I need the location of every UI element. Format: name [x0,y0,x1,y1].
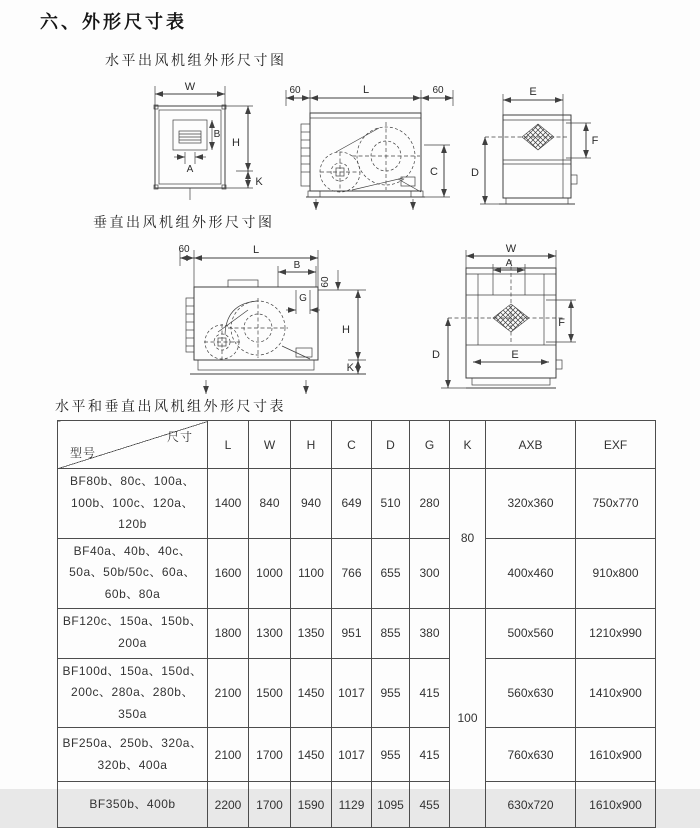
value-cell: 1800 [208,608,249,658]
col-header-w: W [249,421,291,469]
vertical-section-title: 垂直出风机组外形尺寸图 [93,214,275,230]
dim-w-label: W [184,81,196,93]
value-cell: 500x560 [486,608,576,658]
value-cell: 855 [372,608,410,658]
value-cell: 1610x900 [576,728,656,782]
model-cell: BF80b、80c、100a、100b、100c、120a、120b [58,469,208,539]
vertical-front-view-diagram [423,240,588,398]
value-cell: 280 [410,469,450,539]
dim-h-label: H [342,324,350,336]
value-cell: 766 [332,538,372,608]
value-cell: 940 [291,469,332,539]
value-cell: 2100 [208,658,249,728]
value-cell: 1017 [332,728,372,782]
value-cell: 1700 [249,782,291,828]
value-cell: 1600 [208,538,249,608]
corner-label-model: 型号 [70,446,97,460]
value-cell: 1100 [291,538,332,608]
horizontal-side-view-diagram [278,80,463,212]
dim-60-left-label: 60 [289,85,301,96]
model-cell: BF100d、150a、150d、200c、280a、280b、350a [58,658,208,728]
value-cell: 400x460 [486,538,576,608]
value-cell: 560x630 [486,658,576,728]
value-cell: 1129 [332,782,372,828]
value-cell: 1400 [208,469,249,539]
dim-a-label: A [505,258,513,269]
value-cell: 1450 [291,658,332,728]
dimensions-table [57,420,656,828]
dim-b-label: B [293,260,301,271]
value-cell: 955 [372,658,410,728]
table-row [58,658,656,728]
value-cell: 415 [410,728,450,782]
value-cell: 1700 [249,728,291,782]
value-cell: 1000 [249,538,291,608]
col-header-l: L [208,421,249,469]
dim-d-label: D [432,349,440,361]
value-cell: 1410x900 [576,658,656,728]
value-cell: 910x800 [576,538,656,608]
col-header-axb: AXB [486,421,576,469]
value-cell: 2100 [208,728,249,782]
table-row [58,608,656,658]
dim-60-top-label: 60 [320,276,331,288]
table-row [58,782,656,828]
dim-60-left-label: 60 [178,244,190,255]
value-cell: 951 [332,608,372,658]
vertical-side-view-diagram [158,240,373,402]
col-header-exf: EXF [576,421,656,469]
value-cell: 2200 [208,782,249,828]
value-cell: 1350 [291,608,332,658]
value-cell: 455 [410,782,450,828]
dim-e-label: E [529,86,537,98]
horizontal-front-view-diagram [140,78,275,208]
value-cell: 630x720 [486,782,576,828]
horizontal-section-title: 水平出风机组外形尺寸图 [105,52,287,68]
value-cell: 1610x900 [576,782,656,828]
dim-a-label: A [186,164,194,175]
dim-l-label: L [362,84,370,96]
value-cell: 300 [410,538,450,608]
page-title: 六、外形尺寸表 [40,12,187,32]
value-cell: 1017 [332,658,372,728]
table-title: 水平和垂直出风机组外形尺寸表 [55,398,286,414]
model-cell: BF250a、250b、320a、320b、400a [58,728,208,782]
table-row [58,469,656,539]
table-row [58,728,656,782]
dim-e-label: E [511,349,519,361]
dim-k-label: K [346,362,354,374]
value-cell: 510 [372,469,410,539]
col-header-c: C [332,421,372,469]
dim-f-label: F [558,317,565,329]
value-cell: 655 [372,538,410,608]
value-cell: 415 [410,658,450,728]
dim-d-label: D [471,167,479,179]
model-cell: BF40a、40b、40c、50a、50b/50c、60a、60b、80a [58,538,208,608]
table-header-row [58,421,656,469]
model-cell: BF350b、400b [58,782,208,828]
value-cell: 955 [372,728,410,782]
corner-header-cell [58,421,208,469]
col-header-h: H [291,421,332,469]
dim-60-right-label: 60 [432,85,444,96]
col-header-g: G [410,421,450,469]
dim-k-label: K [255,176,263,188]
value-cell: 840 [249,469,291,539]
dim-g-label: G [299,293,307,304]
col-header-k: K [450,421,486,469]
value-cell: 320x360 [486,469,576,539]
model-cell: BF120c、150a、150b、200a [58,608,208,658]
value-cell: 750x770 [576,469,656,539]
dim-b-label: B [213,129,221,140]
dim-h-label: H [232,137,240,149]
dim-l-label: L [252,244,260,256]
table-row [58,538,656,608]
value-cell: 1590 [291,782,332,828]
corner-label-size: 尺寸 [166,430,193,444]
value-cell: 1500 [249,658,291,728]
dim-w-label: W [505,243,517,255]
k-group-cell: 100 [450,608,486,828]
value-cell: 1210x990 [576,608,656,658]
k-group-cell: 80 [450,469,486,609]
col-header-d: D [372,421,410,469]
value-cell: 380 [410,608,450,658]
value-cell: 1095 [372,782,410,828]
dim-c-label: C [430,166,438,178]
value-cell: 1450 [291,728,332,782]
dim-f-label: F [591,135,599,147]
horizontal-rear-view-diagram [468,80,668,212]
value-cell: 760x630 [486,728,576,782]
value-cell: 649 [332,469,372,539]
value-cell: 1300 [249,608,291,658]
